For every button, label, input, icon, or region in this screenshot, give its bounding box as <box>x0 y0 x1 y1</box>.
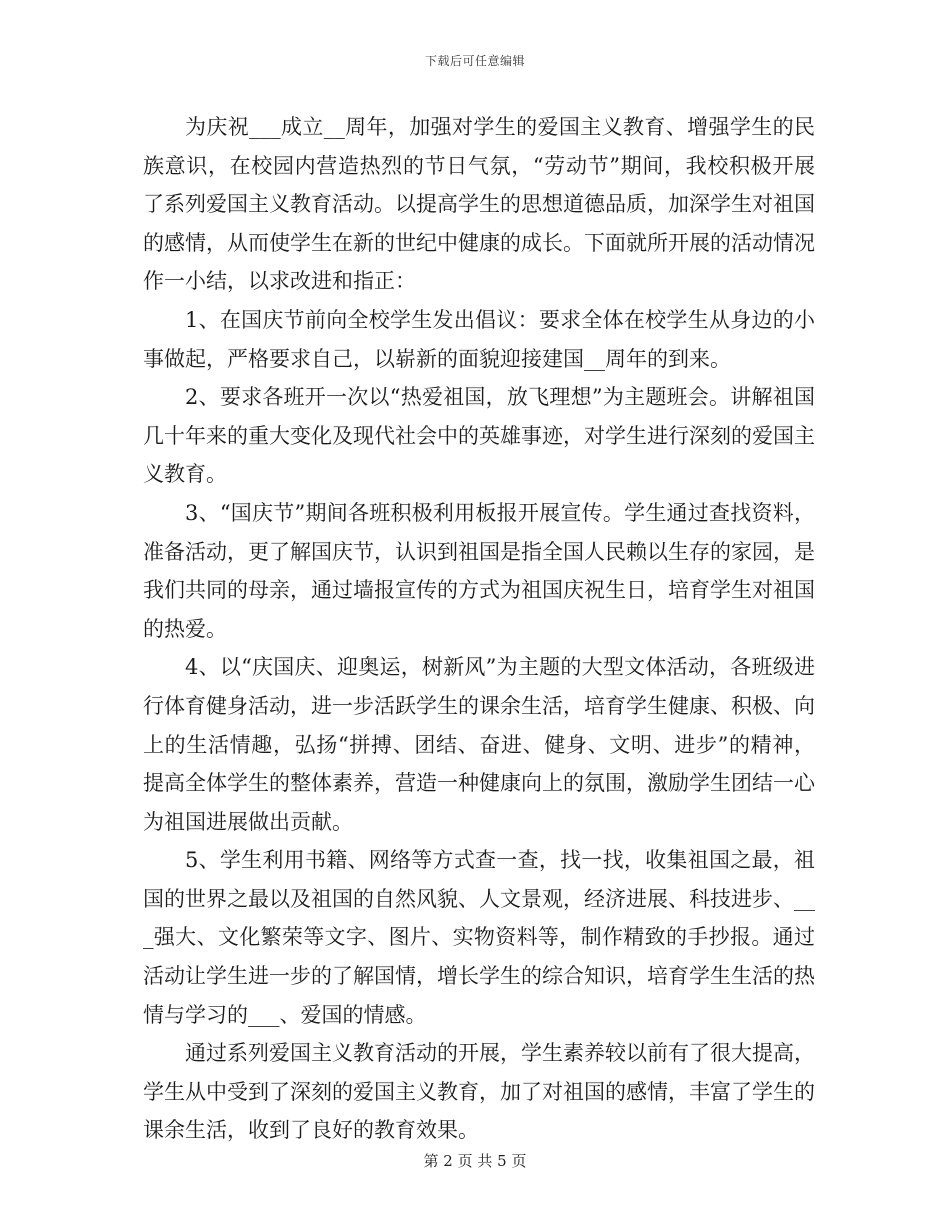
paragraph-conclusion: 通过系列爱国主义教育活动的开展，学生素养较以前有了很大提高，学生从中受到了深刻的爱国主义教育，加了对祖国的感情，丰富了学生的课余生活，收到了良好的教育效果。 <box>143 1041 815 1143</box>
paragraph-item-1: 1、在国庆节前向全校学生发出倡议：要求全体在校学生从身边的小事做起，严格要求自己，以崭新的面貌迎接建国__周年的到来。 <box>143 307 815 371</box>
paragraph-item-4: 4、以“庆国庆、迎奥运，树新风”为主题的大型文体活动，各班级进行体育健身活动，进一步活跃学生的课余生活，培育学生健康、积极、向上的生活情趣，弘扬“拼搏、团结、奋进、健身、文明、进步”的精神，提高全体学生的整体素养，营造一种健康向上的氛围，激励学生团结一心为祖国进展做出贡献。 <box>143 655 815 834</box>
paragraph-item-5: 5、学生利用书籍、网络等方式查一查，找一找，收集祖国之最，祖国的世界之最以及祖国的自然风貌、人文景观，经济进展、科技进步、___强大、文化繁荣等文字、图片、实物资料等，制作精致的手抄报。通过活动让学生进一步的了解国情，增长学生的综合知识，培育学生生活的热情与学习的___、爱国的情感。 <box>143 848 815 1027</box>
document-body <box>143 108 815 1150</box>
page-header: 下载后可任意编辑 <box>424 54 525 68</box>
paragraph-intro: 为庆祝___成立__周年，加强对学生的爱国主义教育、增强学生的民族意识，在校园内营造热烈的节日气氛，“劳动节”期间，我校积极开展了系列爱国主义教育活动。以提高学生的思想道德品质，加深学生对祖国的感情，从而使学生在新的世纪中健康的成长。下面就所开展的活动情况作一小结，以求改进和指正： <box>143 115 815 294</box>
paragraph-item-2: 2、要求各班开一次以“热爱祖国，放飞理想”为主题班会。讲解祖国几十年来的重大变化及现代社会中的英雄事迹，对学生进行深刻的爱国主义教育。 <box>143 385 815 487</box>
page-number: 第 2 页 共 5 页 <box>423 1152 527 1170</box>
paragraph-item-3: 3、“国庆节”期间各班积极利用板报开展宣传。学生通过查找资料，准备活动，更了解国庆节，认识到祖国是指全国人民赖以生存的家园，是我们共同的母亲，通过墙报宣传的方式为祖国庆祝生日，培育学生对祖国的热爱。 <box>143 500 815 641</box>
